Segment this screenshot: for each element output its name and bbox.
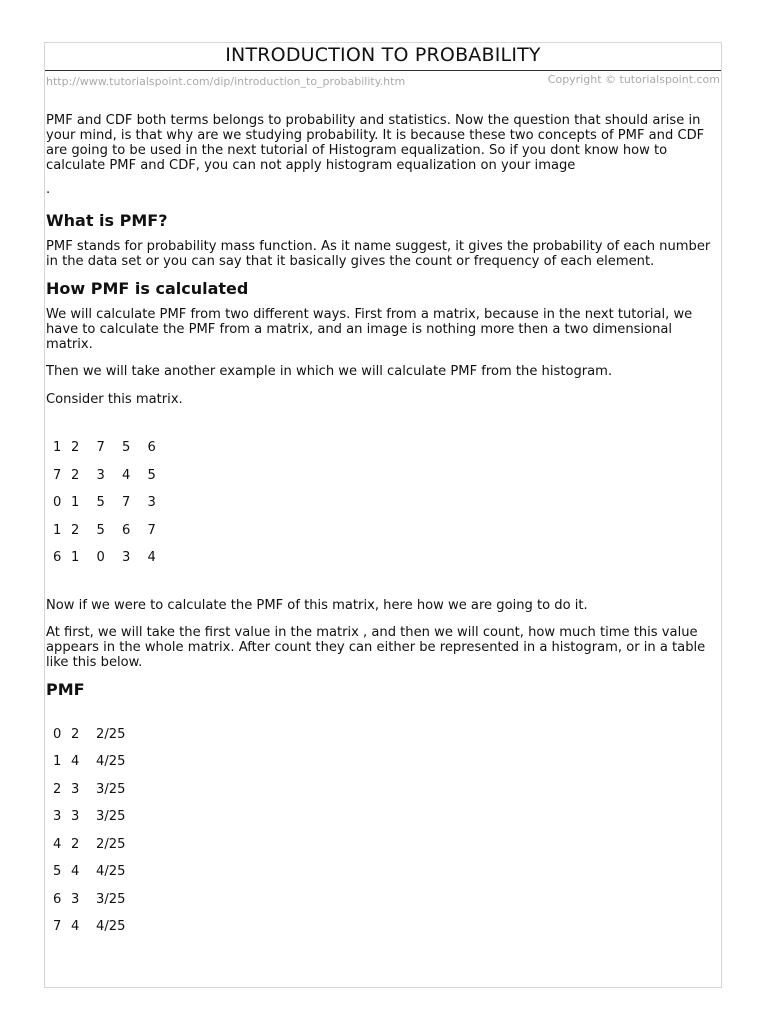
how-calculated-paragraph: We will calculate PMF from two different ways. First from a matrix, because in the next tutorial, we have to calculate the PMF from a matrix, and an image is nothing more then a two dimensional matrix. xyxy=(46,307,693,352)
pmf-cell: 4 xyxy=(71,919,80,935)
what-is-pmf-paragraph: PMF stands for probability mass function. As it name suggest, it gives the probability of each number in the data set or you can say that it basically gives the count or frequency of each element. xyxy=(46,239,711,269)
matrix-cell: 1 xyxy=(53,440,62,456)
matrix-row xyxy=(46,544,173,572)
pmf-cell: 3/25 xyxy=(96,781,126,797)
source-url: http://www.tutorialspoint.com/dip/introduction_to_probability.htm xyxy=(46,75,406,88)
matrix-cell: 6 xyxy=(53,550,62,566)
pmf-cell: 2 xyxy=(71,836,80,852)
matrix-cell: 1 xyxy=(71,550,80,566)
matrix-row xyxy=(46,517,173,545)
pmf-cell: 3 xyxy=(53,809,62,825)
article-body xyxy=(46,113,717,941)
consider-matrix-paragraph: Consider this matrix. xyxy=(46,392,183,407)
matrix-cell: 3 xyxy=(96,467,105,483)
matrix-cell: 0 xyxy=(53,495,62,511)
matrix-cell: 5 xyxy=(147,467,156,483)
matrix-cell: 4 xyxy=(122,467,131,483)
matrix-table xyxy=(46,434,173,572)
pmf-cell: 3 xyxy=(71,809,80,825)
matrix-cell: 6 xyxy=(147,440,156,456)
stray-dot: . xyxy=(46,182,51,197)
pmf-row xyxy=(46,748,156,776)
matrix-cell: 7 xyxy=(122,495,131,511)
matrix-cell: 2 xyxy=(71,467,80,483)
pmf-cell: 5 xyxy=(53,864,62,880)
pmf-table xyxy=(46,721,156,941)
matrix-cell: 2 xyxy=(71,522,80,538)
histogram-paragraph: Then we will take another example in which we will calculate PMF from the histogram. xyxy=(46,364,613,379)
pmf-cell: 2 xyxy=(71,726,80,742)
title-divider xyxy=(45,70,721,71)
pmf-cell: 3 xyxy=(71,891,80,907)
pmf-row xyxy=(46,831,156,859)
matrix-row xyxy=(46,434,173,462)
matrix-cell: 5 xyxy=(96,495,105,511)
copyright-notice: Copyright © tutorialspoint.com xyxy=(547,73,720,86)
pmf-cell: 4 xyxy=(53,836,62,852)
matrix-cell: 7 xyxy=(147,522,156,538)
pmf-row xyxy=(46,776,156,804)
first-value-paragraph: At first, we will take the first value in the matrix , and then we will count, how much time this value appears in the whole matrix. After count they can either be represented in a histogram, or in a table like this below. xyxy=(46,624,706,670)
pmf-row xyxy=(46,913,156,941)
now-calculate-paragraph: Now if we were to calculate the PMF of this matrix, here how we are going to do it. xyxy=(46,597,588,613)
matrix-cell: 0 xyxy=(96,550,105,566)
matrix-cell: 3 xyxy=(147,495,156,511)
matrix-cell: 1 xyxy=(71,495,80,511)
matrix-cell: 5 xyxy=(122,440,131,456)
matrix-cell: 5 xyxy=(96,522,105,538)
pmf-cell: 3 xyxy=(71,781,80,797)
pmf-row xyxy=(46,803,156,831)
pmf-cell: 4 xyxy=(71,754,80,770)
pmf-cell: 1 xyxy=(53,754,62,770)
pmf-cell: 4/25 xyxy=(96,754,126,770)
pmf-row xyxy=(46,858,156,886)
pmf-cell: 2 xyxy=(53,781,62,797)
page-title: INTRODUCTION TO PROBABILITY xyxy=(225,44,541,66)
matrix-cell: 1 xyxy=(53,522,62,538)
matrix-cell: 6 xyxy=(122,522,131,538)
pmf-cell: 3/25 xyxy=(96,809,126,825)
pmf-cell: 3/25 xyxy=(96,891,126,907)
intro-paragraph: PMF and CDF both terms belongs to probability and statistics. Now the question that should arise in your mind, is that why are we studying probability. It is because these two concepts of PMF and CDF are going to be used in the next tutorial of Histogram equalization. So if you dont know how to calculate PMF and CDF, you can not apply histogram equalization on your image xyxy=(46,113,705,173)
matrix-cell: 2 xyxy=(71,440,80,456)
heading-pmf-table: PMF xyxy=(46,679,85,699)
heading-what-is-pmf: What is PMF? xyxy=(46,211,168,230)
matrix-row xyxy=(46,462,173,490)
matrix-cell: 4 xyxy=(147,550,156,566)
pmf-row xyxy=(46,886,156,914)
matrix-cell: 3 xyxy=(122,550,131,566)
pmf-cell: 2/25 xyxy=(96,726,126,742)
page-frame xyxy=(44,42,722,988)
pmf-cell: 4 xyxy=(71,864,80,880)
matrix-container xyxy=(46,434,717,572)
matrix-cell: 7 xyxy=(53,467,62,483)
pmf-cell: 4/25 xyxy=(96,864,126,880)
pmf-cell: 0 xyxy=(53,726,62,742)
pmf-cell: 7 xyxy=(53,919,62,935)
pmf-cell: 4/25 xyxy=(96,919,126,935)
pmf-cell: 2/25 xyxy=(96,836,126,852)
matrix-cell: 7 xyxy=(96,440,105,456)
matrix-row xyxy=(46,489,173,517)
heading-how-pmf-calculated: How PMF is calculated xyxy=(46,279,249,298)
pmf-row xyxy=(46,721,156,749)
pmf-cell: 6 xyxy=(53,891,62,907)
